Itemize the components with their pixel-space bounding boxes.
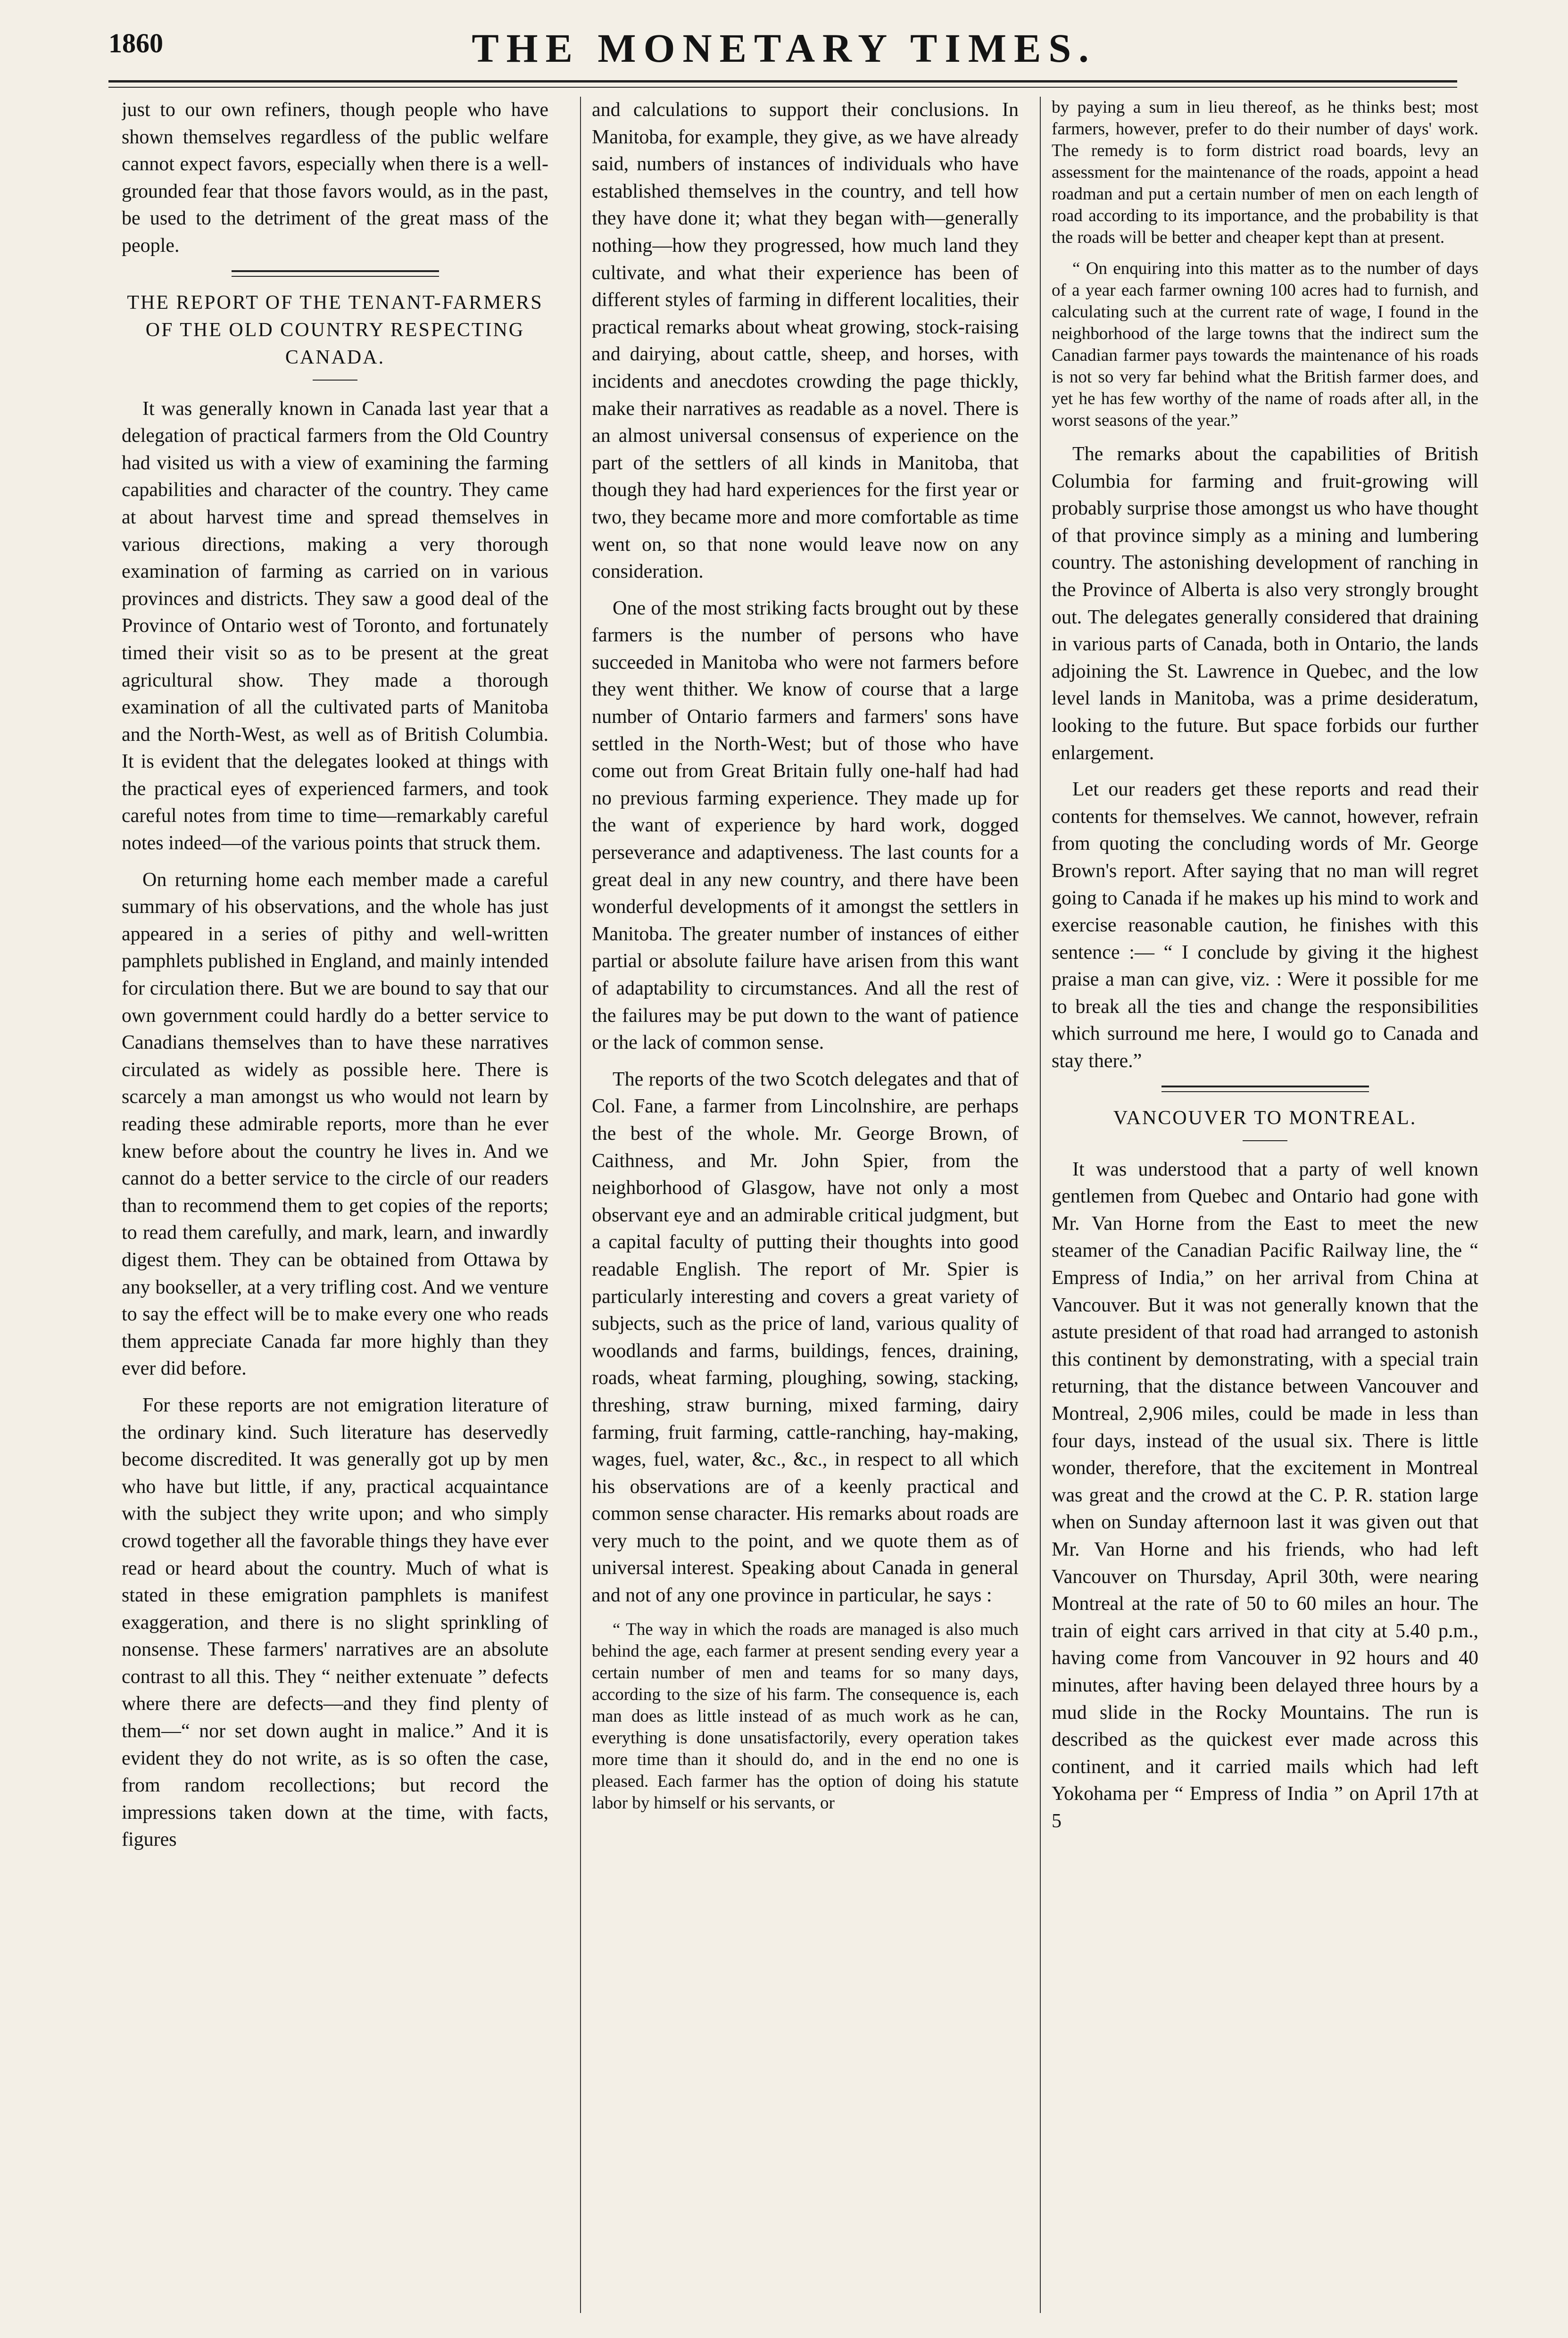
column-1 [122, 97, 548, 2294]
paragraph: For these reports are not emigration literature of the ordinary kind. Such literature has deservedly become discredited. It was generally got up by men who have but little, if any, practical acquaintance with the subject they write upon; and who simply crowd together all the favorable things they have ever read or heard about the country. Much of what is stated in these emigration pamphlets is manifest exaggeration, and there is no slight sprinkling of nonsense. These farmers' narratives are an absolute contrast to all this. They “ neither extenuate ” defects where there are defects—and they find plenty of them—“ nor set down aught in malice.” And it is evident they do not write, as is so often the case, from random recollections; but record the impressions taken down at the time, with facts, figures [122, 1394, 548, 1851]
heading-rule [313, 380, 357, 381]
masthead-title: THE MONETARY TIMES. [472, 25, 1096, 71]
paragraph: just to our own refiners, though people who have shown themselves regardless of the public welfare cannot expect favors, especially when there is a well-grounded fear that those favors would, as in the past, be used to the detriment of the great mass of the people. [122, 99, 548, 257]
paragraph: The reports of the two Scotch delegates and that of Col. Fane, a farmer from Lincolnshire, are perhaps the best of the whole. Mr. George Brown, of Caithness, and Mr. John Spier, from the neighborhood of Glasgow, have not only a most observant eye and an admirable critical judgment, but a capital faculty of putting their thoughts into good readable English. The report of Mr. Spier is particularly interesting and covers a great variety of subjects, such as the price of land, various quality of woodlands and farms, buildings, fences, draining, roads, wheat farming, ploughing, sowing, stacking, threshing, straw burning, mixed farming, dairy farming, fruit farming, cattle-ranching, hay-making, wages, fuel, water, &c., &c., in respect to all which his observations are of a keenly practical and common sense character. His remarks about roads are very much to the point, and we quote them as of universal interest. Speaking about Canada in general and not of any one province in particular, he says : [592, 1068, 1019, 1607]
heading-rule [1243, 1140, 1287, 1141]
page-number: 1860 [108, 28, 163, 58]
paragraph: and calculations to support their conclusions. In Manitoba, for example, they give, as we have already said, numbers of instances of individuals who have established themselves in the country, and tell how they have done it; what they began with—generally nothing—how they progressed, how much land they cultivate, and what their experience has been of different styles of farming in different localities, their practical remarks about wheat growing, stock-raising and dairying, about cattle, sheep, and horses, with incidents and anecdotes crowding the page thickly, make their narratives as readable as a novel. There is an almost universal consensus of experience on the part of the settlers of all kinds in Manitoba, that though they had hard experiences for the first year or two, they became more and more comfortable as time went on, so that none would leave now on any consideration. [592, 99, 1019, 583]
section-divider [1161, 1086, 1369, 1092]
quoted-paragraph: “ On enquiring into this matter as to the number of days of a year each farmer owning 100 acres had to furnish, and calculating such at the current rate of wage, I found in the neighborhood of the large towns that the indirect sum the Canadian farmer pays towards the maintenance of his roads is not so very far behind what the British farmer does, and yet he has few worthy of the name of roads after all, in the worst seasons of the year.” [1052, 259, 1478, 430]
paragraph: One of the most striking facts brought out by these farmers is the number of persons who have succeeded in Manitoba who were not farmers before they went thither. We know of course that a large number of Ontario farmers and farmers' sons have settled in the North-West; but of those who have come out from Great Britain fully one-half had had no previous farming experience. They made up for the want of experience by hard work, dogged perseverance and adaptiveness. The last counts for a great deal in any new country, and there have been wonderful developments of it amongst the settlers in Manitoba. The greater number of instances of either partial or absolute failure have arisen from this want of adaptability to circumstances. And all the rest of the failures may be put down to the want of patience or the lack of common sense. [592, 597, 1019, 1054]
article-heading-vancouver-montreal: VANCOUVER TO MONTREAL. [1113, 1107, 1417, 1129]
paragraph: The remarks about the capabilities of British Columbia for farming and fruit-growing will probably surprise those amongst us who have thought of that province simply as a mining and lumbering country. The astonishing development of ranching in the Province of Alberta is also very strongly brought out. The delegates generally considered that draining in various parts of Canada, both in Ontario, the lands adjoining the St. Lawrence in Quebec, and the low level lands in Manitoba, was a prime desideratum, looking to the future. But space forbids our further enlargement. [1052, 443, 1478, 764]
masthead-rule-thin [108, 87, 1457, 88]
masthead-rule-thick [108, 80, 1457, 83]
paragraph: On returning home each member made a careful summary of his observations, and the whole has just appeared in a series of pithy and well-written pamphlets published in England, and mainly intended for circulation there. But we are bound to say that our own government could hardly do a better service to Canadians themselves than to have these narratives circulated as widely as possible here. There is scarcely a man amongst us who would not learn by reading these admirable reports, more than he ever knew before about the country he lives in. And we cannot do a better service to the circle of our readers than to recommend them to get copies of the reports; to read them carefully, and mark, learn, and inwardly digest them. They can be obtained from Ottawa by any bookseller, at a very trifling cost. And we venture to say the effect will be to make every one who reads them appreciate Canada far more highly than they ever did before. [122, 869, 548, 1380]
column-2 [592, 97, 1019, 2313]
quoted-paragraph: by paying a sum in lieu thereof, as he thinks best; most farmers, however, prefer to do their number of days' work. The remedy is to form district road boards, levy an assessment for the maintenance of the roads, appoint a head roadman and put a certain number of men on each length of road according to its importance, and the probability is that the roads will be better and cheaper kept than at present. [1052, 98, 1478, 247]
paragraph: It was understood that a party of well known gentlemen from Quebec and Ontario had gone with Mr. Van Horne from the East to meet the new steamer of the Canadian Pacific Railway line, the “ Empress of India,” on her arrival from China at Vancouver. But it was not generally known that the astute president of that road had arranged to astonish this continent by demonstrating, with a special train returning, that the distance between Vancouver and Montreal, 2,906 miles, could be made in less than four days, instead of the usual six. There is little wonder, therefore, that the excitement in Montreal was great and the crowd at the C. P. R. station large when on Sunday afternoon last it was given out that Mr. Van Horne and his friends, who had left Vancouver on Thursday, April 30th, were nearing Montreal at the rate of 50 to 60 miles an hour. The train of eight cars arrived in that city at 5.40 p.m., having come from Vancouver in 92 hours and 40 minutes, after having been delayed three hours by a mud slide in the Rocky Mountains. The run is described as the quickest ever made across this continent, and it carried mails which had left Yokohama per “ Empress of India ” on April 17th at 5 [1052, 1158, 1478, 1832]
paragraph: Let our readers get these reports and read their contents for themselves. We cannot, however, refrain from quoting the concluding words of Mr. George Brown's report. After saying that no man will regret going to Canada if he makes up his mind to work and exercise reasonable caution, he finishes with this sentence :— “ I conclude by giving it the highest praise a man can give, viz. : Were it possible for me to break all the ties and change the responsibilities which surround me here, I would go to Canada and stay there.” [1052, 779, 1478, 1072]
column-3 [1052, 97, 1478, 2304]
column-divider-2 [1040, 97, 1041, 2313]
quoted-paragraph: “ The way in which the roads are managed is also much behind the age, each farmer at present sending every year a certain number of men and teams for so many days, according to the size of his farm. The consequence is, each man does as little instead of as much work as he can, everything is done unsatisfactorily, every operation takes more time than it should do, and in the end no one is pleased. Each farmer has the option of doing his statute labor by himself or his servants, or [592, 1619, 1019, 1813]
article-heading-tenant-farmers: THE REPORT OF THE TENANT-FARMERS OF THE OLD COUNTRY RESPECTING CANADA. [127, 291, 543, 368]
column-divider-1 [580, 97, 581, 2313]
section-divider [232, 270, 439, 277]
paragraph: It was generally known in Canada last year that a delegation of practical farmers from the Old Country had visited us with a view of examining the farming capabilities and character of the country. They came at about harvest time and spread themselves in various directions, making a very thorough examination of farming as carried on in various provinces and districts. They saw a good deal of the Province of Ontario west of Toronto, and fortunately timed their visit so as to be present at the great agricultural show. They made a thorough examination of all the cultivated parts of Manitoba and the North-West, as well as of British Columbia. It is evident that the delegates looked at things with the practical eyes of experienced farmers, and took careful notes from time to time—remarkably careful notes indeed—of the various points that struck them. [122, 398, 548, 854]
